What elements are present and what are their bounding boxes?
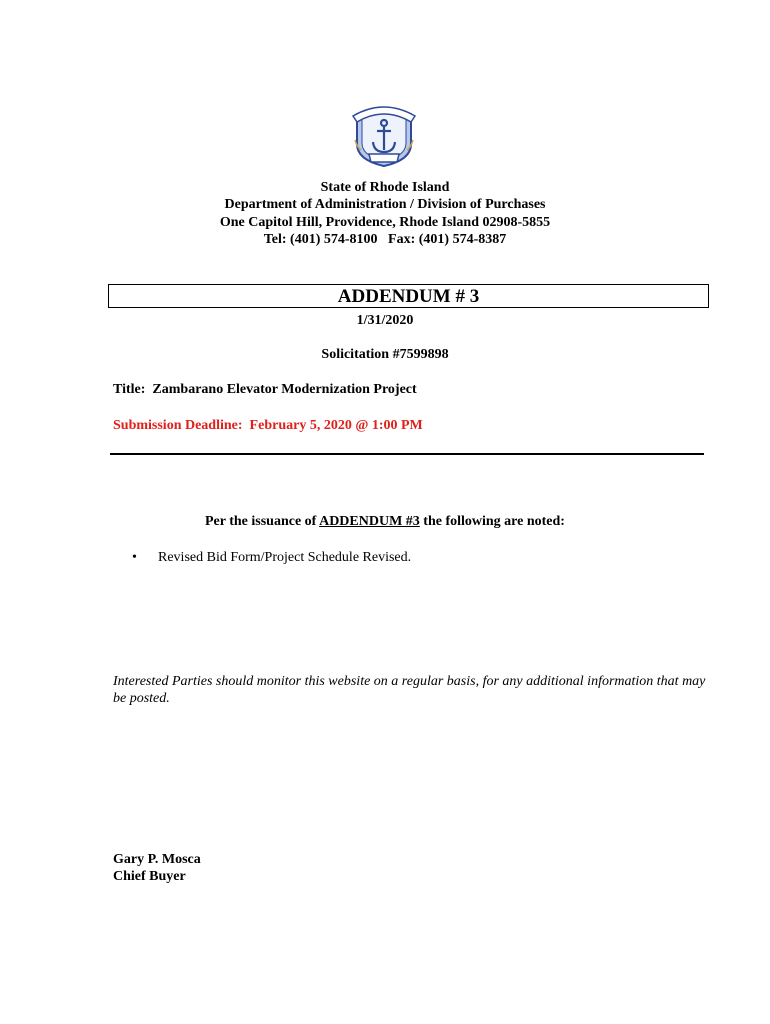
department-name: Department of Administration / Division of Purchases — [224, 197, 546, 212]
notes-intro — [0, 513, 770, 530]
agency-name: State of Rhode Island — [320, 180, 450, 195]
addendum-date: 1/31/2020 — [356, 313, 414, 328]
section-divider — [110, 453, 704, 455]
monitoring-notice: Interested Parties should monitor this website on a regular basis, for any additional information that may be posted. — [113, 674, 706, 706]
list-item: Revised Bid Form/Project Schedule Revised. — [158, 550, 412, 565]
agency-phone-fax: Tel: (401) 574-8100 Fax: (401) 574-8387 — [263, 232, 507, 247]
deadline-label: Submission Deadline: — [113, 418, 243, 433]
notes-intro-suffix: the following are noted: — [419, 514, 565, 529]
project-title-value: Zambarano Elevator Modernization Project — [152, 382, 417, 397]
project-title-label: Title: — [113, 382, 146, 397]
solicitation-number: Solicitation #7599898 — [321, 347, 449, 362]
deadline-value: February 5, 2020 @ 1:00 PM — [249, 418, 423, 433]
addendum-reference: ADDENDUM #3 — [319, 514, 420, 529]
project-title-line — [113, 381, 417, 398]
addendum-title: ADDENDUM # 3 — [337, 286, 480, 307]
agency-address: One Capitol Hill, Providence, Rhode Island 02908-5855 — [219, 215, 551, 230]
notes-intro-prefix: Per the issuance of — [205, 514, 320, 529]
rhode-island-state-seal-icon — [347, 100, 421, 170]
bullet-icon: • — [132, 550, 137, 565]
signer-name: Gary P. Mosca — [113, 852, 201, 867]
submission-deadline — [113, 417, 423, 434]
signer-role: Chief Buyer — [113, 869, 186, 884]
addendum-title-box — [108, 284, 709, 308]
